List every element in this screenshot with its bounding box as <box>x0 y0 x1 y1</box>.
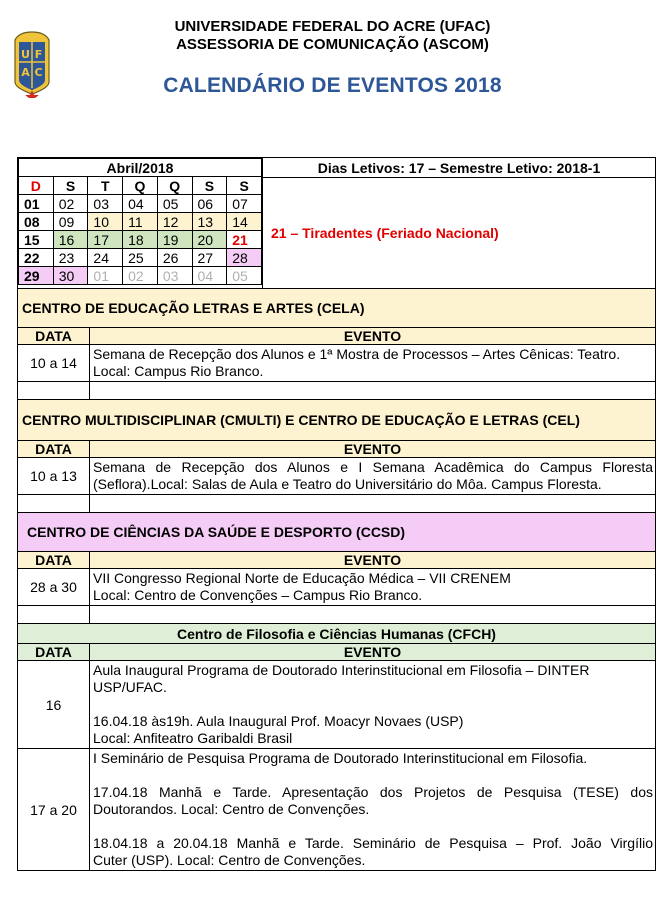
calendar-day: 09 <box>53 213 88 231</box>
page-title: CALENDÁRIO DE EVENTOS 2018 <box>163 74 502 97</box>
event-line: (Seflora).Local: Salas de Aula e Teatro do Universitário do Môa. Campus Floresta. <box>93 476 602 492</box>
section-title-ccsd: CENTRO DE CIÊNCIAS DA SAÚDE E DESPORTO (CCSD) <box>18 513 656 552</box>
logo-letter-c: C <box>34 66 43 79</box>
logo-letter-u: U <box>21 48 30 61</box>
calendar-day: 24 <box>88 249 123 267</box>
calendar-day: 19 <box>157 231 192 249</box>
spacer-cell <box>18 606 90 624</box>
event-line: Local: Centro de Convenções – Campus Rio Branco. <box>93 587 423 603</box>
column-header-event: EVENTO <box>90 441 656 458</box>
weekday-mon: S <box>53 177 88 195</box>
event-date: 10 a 13 <box>18 458 90 495</box>
holiday-note: 21 – Tiradentes (Feriado Nacional) <box>263 178 656 289</box>
event-line: Local: Campus Rio Branco. <box>93 363 264 379</box>
calendar-day-holiday: 21 <box>227 231 262 249</box>
calendar-cell <box>18 158 263 289</box>
calendar-day: 11 <box>123 213 158 231</box>
calendar-day: 16 <box>53 231 88 249</box>
spacer-cell <box>18 495 90 513</box>
events-table <box>17 157 656 871</box>
calendar-month: Abril/2018 <box>19 159 262 177</box>
spacer-cell <box>90 606 656 624</box>
column-header-event: EVENTO <box>90 328 656 345</box>
calendar-day-next-month: 05 <box>227 267 262 285</box>
calendar-day: 25 <box>123 249 158 267</box>
department-name: ASSESSORIA DE COMUNICAÇÃO (ASCOM) <box>176 36 489 53</box>
event-line-gap <box>93 767 653 784</box>
event-line: 16.04.18 às19h. Aula Inaugural Prof. Moacyr Novaes (USP) <box>93 713 464 729</box>
calendar-day: 28 <box>227 249 262 267</box>
calendar-day: 15 <box>19 231 54 249</box>
event-line: USP/UFAC. <box>93 679 167 695</box>
calendar-day: 20 <box>192 231 227 249</box>
event-description <box>90 345 656 382</box>
event-date: 17 a 20 <box>18 749 90 871</box>
calendar-day-next-month: 04 <box>192 267 227 285</box>
event-date: 16 <box>18 661 90 749</box>
calendar-day: 27 <box>192 249 227 267</box>
event-date: 28 a 30 <box>18 569 90 606</box>
calendar-day: 26 <box>157 249 192 267</box>
event-line: 18.04.18 a 20.04.18 Manhã e Tarde. Seminário de Pesquisa – Prof. João Virgílio <box>93 835 653 851</box>
logo-letter-a: A <box>21 66 30 79</box>
calendar-day-next-month: 01 <box>88 267 123 285</box>
spacer-cell <box>90 495 656 513</box>
calendar-day: 01 <box>19 195 54 213</box>
calendar-day: 08 <box>19 213 54 231</box>
column-header-date: DATA <box>18 644 90 661</box>
event-line: Semana de Recepção dos Alunos e 1ª Mostra de Processos – Artes Cênicas: Teatro. <box>93 346 621 362</box>
event-line-gap <box>93 696 653 713</box>
event-line: Doutorandos. Local: Centro de Convenções. <box>93 801 370 817</box>
event-line-gap <box>93 818 653 835</box>
event-line: VII Congresso Regional Norte de Educação Médica – VII CRENEM <box>93 570 511 586</box>
calendar-day: 06 <box>192 195 227 213</box>
institution-name: UNIVERSIDADE FEDERAL DO ACRE (UFAC) <box>174 18 491 35</box>
weekday-wed: Q <box>123 177 158 195</box>
column-header-event: EVENTO <box>90 644 656 661</box>
column-header-date: DATA <box>18 328 90 345</box>
calendar-day: 03 <box>88 195 123 213</box>
column-header-date: DATA <box>18 441 90 458</box>
event-line: Aula Inaugural Programa de Doutorado Interinstitucional em Filosofia – DINTER <box>93 662 590 678</box>
weekday-fri: S <box>192 177 227 195</box>
event-line: I Seminário de Pesquisa Programa de Doutorado Interinstitucional em Filosofia. <box>93 750 588 766</box>
calendar-day: 05 <box>157 195 192 213</box>
event-description <box>90 569 656 606</box>
weekday-thu: Q <box>157 177 192 195</box>
calendar-day: 29 <box>19 267 54 285</box>
event-line: 17.04.18 Manhã e Tarde. Apresentação dos Projetos de Pesquisa (TESE) dos <box>93 784 653 800</box>
calendar-day: 04 <box>123 195 158 213</box>
spacer-cell <box>18 382 90 400</box>
event-description <box>90 458 656 495</box>
calendar-day: 02 <box>53 195 88 213</box>
semester-summary: Dias Letivos: 17 – Semestre Letivo: 2018-1 <box>263 158 656 178</box>
calendar-day: 12 <box>157 213 192 231</box>
weekday-tue: T <box>88 177 123 195</box>
event-description <box>90 749 656 871</box>
section-title-cfch: Centro de Filosofia e Ciências Humanas (CFCH) <box>18 624 656 644</box>
column-header-event: EVENTO <box>90 552 656 569</box>
mini-calendar <box>18 158 262 285</box>
calendar-day: 10 <box>88 213 123 231</box>
weekday-sun: D <box>19 177 54 195</box>
spacer-cell <box>90 382 656 400</box>
logo-letter-f: F <box>34 48 43 61</box>
calendar-day: 13 <box>192 213 227 231</box>
calendar-day: 14 <box>227 213 262 231</box>
event-line: Local: Anfiteatro Garibaldi Brasil <box>93 730 293 746</box>
calendar-day-next-month: 02 <box>123 267 158 285</box>
event-date: 10 a 14 <box>18 345 90 382</box>
calendar-day-next-month: 03 <box>157 267 192 285</box>
calendar-day: 22 <box>19 249 54 267</box>
column-header-date: DATA <box>18 552 90 569</box>
event-line: Semana de Recepção dos Alunos e I Semana Acadêmica do Campus Floresta <box>93 459 653 475</box>
calendar-day: 07 <box>227 195 262 213</box>
calendar-day: 23 <box>53 249 88 267</box>
calendar-day: 30 <box>53 267 88 285</box>
calendar-day: 18 <box>123 231 158 249</box>
calendar-day: 17 <box>88 231 123 249</box>
event-line: Cuter (USP). Local: Centro de Convenções. <box>93 852 366 868</box>
weekday-sat: S <box>227 177 262 195</box>
section-title-cela: CENTRO DE EDUCAÇÃO LETRAS E ARTES (CELA) <box>18 289 656 328</box>
event-description <box>90 661 656 749</box>
section-title-cmulti-cel: CENTRO MULTIDISCIPLINAR (CMULTI) E CENTRO DE EDUCAÇÃO E LETRAS (CEL) <box>18 400 656 441</box>
